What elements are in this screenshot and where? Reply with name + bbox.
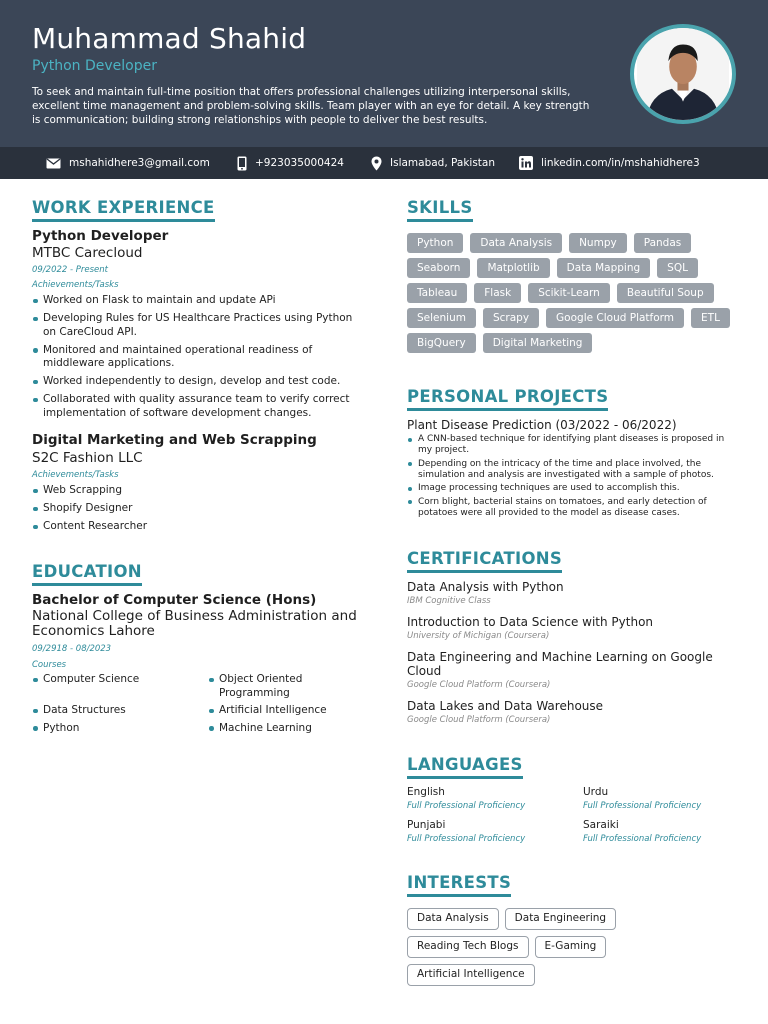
skill-tag: SQL [657, 258, 698, 278]
certifications-heading: CERTIFICATIONS [407, 549, 562, 573]
certification-issuer: Google Cloud Platform (Coursera) [407, 715, 551, 725]
tasks-label: Achievements/Tasks [32, 280, 119, 290]
skill-tag: Tableau [407, 283, 467, 303]
course-item: Artificial Intelligence [208, 704, 372, 718]
certification-name: Data Engineering and Machine Learning on Google Cloud [407, 650, 713, 678]
email-text: mshahidhere3@gmail.com [69, 157, 210, 169]
interests-heading: INTERESTS [407, 873, 511, 897]
language-level: Full Professional Proficiency [407, 834, 526, 844]
language-name: Urdu [583, 786, 609, 798]
map-pin-icon [371, 156, 382, 171]
project-title: Plant Disease Prediction (03/2022 - 06/2022) [407, 418, 677, 432]
interest-tag: Artificial Intelligence [407, 964, 535, 986]
course-item: Data Structures [32, 704, 208, 718]
job-task-list [32, 484, 362, 538]
person-name: Muhammad Shahid [32, 22, 307, 55]
list-item: Worked independently to design, develop and test code. [32, 375, 362, 389]
job-task-list [32, 294, 362, 425]
phone-icon [237, 156, 247, 171]
school-name: National College of Business Administration and Economics Lahore [32, 608, 357, 639]
job-title: Digital Marketing and Web Scrapping [32, 432, 317, 448]
skill-tag: Flask [474, 283, 521, 303]
job-dates: 09/2022 - Present [32, 265, 109, 275]
linkedin-text: linkedin.com/in/mshahidhere3 [541, 157, 700, 169]
job-role: Python Developer [32, 58, 157, 74]
list-item: Worked on Flask to maintain and update APi [32, 294, 362, 308]
language-name: Punjabi [407, 819, 446, 831]
certification-name: Introduction to Data Science with Python [407, 615, 654, 629]
interests-tag-list [407, 908, 647, 986]
certification-issuer: Google Cloud Platform (Coursera) [407, 680, 551, 690]
skill-tag: Digital Marketing [483, 333, 593, 353]
list-item: Content Researcher [32, 520, 362, 534]
phone-text: +923035000424 [255, 157, 344, 169]
interest-tag: Data Engineering [505, 908, 616, 930]
skill-tag: Matplotlib [477, 258, 549, 278]
envelope-icon [46, 158, 61, 169]
course-item: Machine Learning [208, 722, 372, 736]
certification-issuer: IBM Cognitive Class [407, 596, 491, 606]
course-list [32, 673, 372, 735]
profile-summary: To seek and maintain full-time position that offers professional challenges utilizing interpersonal skills, excellent time management and problem-solving skills. Team player with an eye for detail. A key strength is communication; building strong relationships with people to deliver the best results. [32, 86, 590, 126]
education-dates: 09/2918 - 08/2023 [32, 644, 112, 654]
profile-photo-image [634, 28, 732, 120]
linkedin-icon [519, 156, 533, 170]
courses-label: Courses [32, 660, 67, 670]
location-text: Islamabad, Pakistan [390, 157, 495, 169]
certification-name: Data Analysis with Python [407, 580, 564, 594]
skill-tag: Scikit-Learn [528, 283, 610, 303]
skill-tag: BigQuery [407, 333, 476, 353]
languages-heading: LANGUAGES [407, 755, 523, 779]
degree-title: Bachelor of Computer Science (Hons) [32, 592, 317, 608]
language-name: Saraiki [583, 819, 619, 831]
job-title: Python Developer [32, 228, 169, 244]
interest-tag: Reading Tech Blogs [407, 936, 529, 958]
contact-bar [0, 147, 768, 179]
list-item: A CNN-based technique for identifying plant diseases is proposed in my project. [407, 434, 732, 456]
course-item: Python [32, 722, 208, 736]
skill-tag: Selenium [407, 308, 476, 328]
work-experience-heading: WORK EXPERIENCE [32, 198, 215, 222]
skill-tag: Pandas [634, 233, 692, 253]
list-item: Depending on the intricacy of the time and place involved, the simulation and analysis are investigated with a sample of photos. [407, 459, 732, 481]
projects-heading: PERSONAL PROJECTS [407, 387, 608, 411]
contact-email[interactable] [46, 147, 210, 179]
language-level: Full Professional Proficiency [583, 834, 702, 844]
skill-tag: Numpy [569, 233, 627, 253]
certification-issuer: University of Michigan (Coursera) [407, 631, 550, 641]
list-item: Monitored and maintained operational readiness of middleware applications. [32, 344, 362, 371]
list-item: Web Scrapping [32, 484, 362, 498]
skill-tag: Data Mapping [557, 258, 650, 278]
company-name: MTBC Carecloud [32, 245, 143, 261]
list-item: Developing Rules for US Healthcare Practices using Python on CareCloud API. [32, 312, 362, 339]
company-name: S2C Fashion LLC [32, 450, 143, 466]
tasks-label: Achievements/Tasks [32, 470, 119, 480]
skill-tag: ETL [691, 308, 730, 328]
certification-name: Data Lakes and Data Warehouse [407, 699, 604, 713]
interest-tag: E-Gaming [535, 936, 607, 958]
skills-heading: SKILLS [407, 198, 473, 222]
profile-photo [630, 24, 736, 124]
skill-tag: Scrapy [483, 308, 539, 328]
skills-tag-list [407, 233, 747, 353]
resume-header [0, 0, 768, 147]
list-item: Collaborated with quality assurance team to verify correct implementation of software development changes. [32, 393, 362, 420]
language-level: Full Professional Proficiency [407, 801, 526, 811]
language-level: Full Professional Proficiency [583, 801, 702, 811]
contact-linkedin[interactable] [519, 147, 700, 179]
skill-tag: Beautiful Soup [617, 283, 714, 303]
course-item: Computer Science [32, 673, 208, 700]
contact-phone[interactable] [237, 147, 344, 179]
list-item: Corn blight, bacterial stains on tomatoes, and early detection of potatoes were all provided to the model as disease cases. [407, 497, 732, 519]
interest-tag: Data Analysis [407, 908, 499, 930]
education-heading: EDUCATION [32, 562, 142, 586]
contact-location [371, 147, 495, 179]
list-item: Shopify Designer [32, 502, 362, 516]
skill-tag: Seaborn [407, 258, 470, 278]
skill-tag: Data Analysis [470, 233, 562, 253]
list-item: Image processing techniques are used to accomplish this. [407, 483, 732, 494]
language-name: English [407, 786, 445, 798]
course-item: Object Oriented Programming [208, 673, 372, 700]
project-point-list [407, 434, 732, 521]
skill-tag: Python [407, 233, 463, 253]
skill-tag: Google Cloud Platform [546, 308, 684, 328]
